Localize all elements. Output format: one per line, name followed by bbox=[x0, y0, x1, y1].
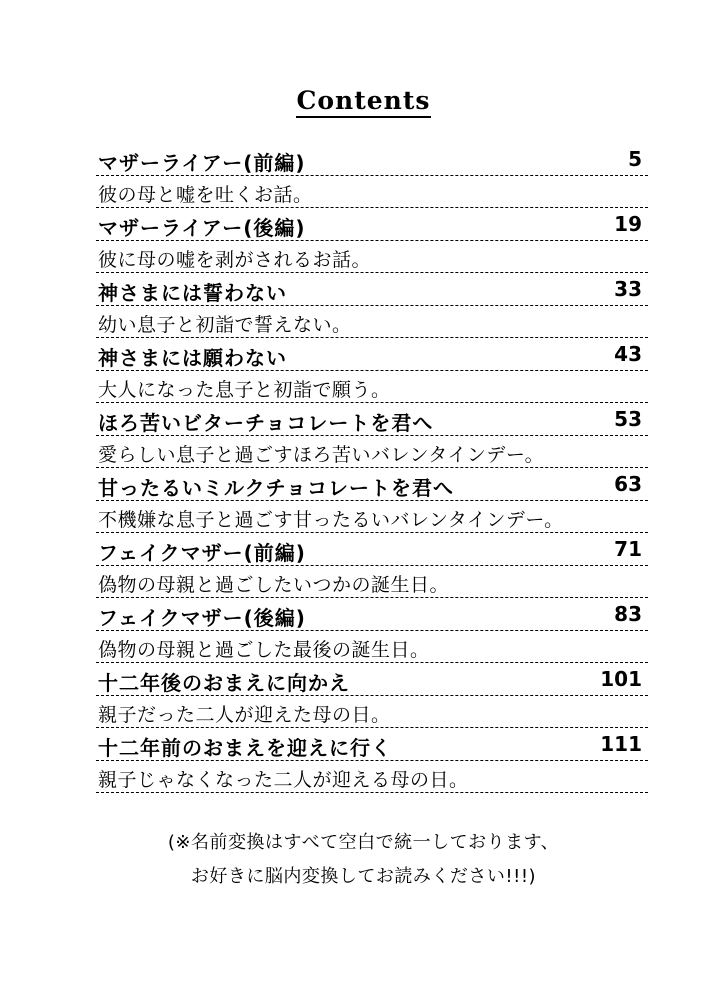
note-line-1: (※名前変換はすべて空白で統一しております、 bbox=[167, 832, 560, 853]
toc-page-number: 101 bbox=[600, 667, 642, 691]
toc-page-number: 71 bbox=[614, 537, 642, 561]
toc-entry[interactable] bbox=[96, 468, 648, 533]
name-conversion-note bbox=[0, 826, 727, 894]
contents-heading bbox=[0, 86, 727, 115]
toc-title: 神さまには誓わない bbox=[98, 281, 287, 305]
toc-subtitle: 親子じゃなくなった二人が迎える母の日。 bbox=[98, 769, 469, 791]
toc-entry[interactable] bbox=[96, 273, 648, 338]
toc-title-row bbox=[96, 598, 648, 631]
toc-entry[interactable] bbox=[96, 728, 648, 793]
toc-subtitle: 不機嫌な息子と過ごす甘ったるいバレンタインデー。 bbox=[98, 509, 564, 531]
toc-title-row bbox=[96, 533, 648, 566]
toc-title-row bbox=[96, 468, 648, 501]
toc-title: フェイクマザー(後編) bbox=[98, 606, 306, 630]
table-of-contents bbox=[96, 143, 648, 793]
toc-entry[interactable] bbox=[96, 403, 648, 468]
toc-page-number: 53 bbox=[614, 407, 642, 431]
toc-entry[interactable] bbox=[96, 338, 648, 403]
toc-page-number: 19 bbox=[614, 212, 642, 236]
toc-entry[interactable] bbox=[96, 663, 648, 728]
toc-title: 神さまには願わない bbox=[98, 346, 287, 370]
toc-subtitle-row bbox=[96, 761, 648, 793]
toc-subtitle-row bbox=[96, 696, 648, 728]
toc-subtitle-row bbox=[96, 436, 648, 468]
toc-subtitle-row bbox=[96, 176, 648, 208]
toc-page-number: 5 bbox=[628, 147, 642, 171]
toc-title-row bbox=[96, 273, 648, 306]
contents-heading-text: Contents bbox=[296, 86, 430, 118]
toc-title-row bbox=[96, 338, 648, 371]
toc-title: ほろ苦いビターチョコレートを君へ bbox=[98, 411, 434, 435]
toc-subtitle-row bbox=[96, 566, 648, 598]
toc-title: フェイクマザー(前編) bbox=[98, 541, 306, 565]
toc-page-number: 33 bbox=[614, 277, 642, 301]
toc-subtitle: 偽物の母親と過ごしたいつかの誕生日。 bbox=[98, 574, 450, 596]
toc-page-number: 63 bbox=[614, 472, 642, 496]
toc-subtitle: 彼に母の嘘を剥がされるお話。 bbox=[98, 249, 372, 271]
toc-title-row bbox=[96, 143, 648, 176]
toc-subtitle-row bbox=[96, 306, 648, 338]
toc-entry[interactable] bbox=[96, 598, 648, 663]
toc-page-number: 111 bbox=[600, 732, 642, 756]
toc-subtitle-row bbox=[96, 371, 648, 403]
toc-page-number: 83 bbox=[614, 602, 642, 626]
note-line-2: お好きに脳内変換してお読みください!!!) bbox=[190, 866, 537, 887]
toc-subtitle: 偽物の母親と過ごした最後の誕生日。 bbox=[98, 639, 430, 661]
toc-subtitle: 幼い息子と初詣で誓えない。 bbox=[98, 314, 352, 336]
toc-title-row bbox=[96, 208, 648, 241]
toc-title: 十二年後のおまえに向かえ bbox=[98, 671, 350, 695]
toc-subtitle: 親子だった二人が迎えた母の日。 bbox=[98, 704, 391, 726]
toc-subtitle-row bbox=[96, 501, 648, 533]
toc-subtitle: 大人になった息子と初詣で願う。 bbox=[98, 379, 391, 401]
toc-subtitle: 彼の母と嘘を吐くお話。 bbox=[98, 184, 313, 206]
toc-subtitle-row bbox=[96, 241, 648, 273]
toc-entry[interactable] bbox=[96, 533, 648, 598]
toc-title-row bbox=[96, 663, 648, 696]
toc-title: 甘ったるいミルクチョコレートを君へ bbox=[98, 476, 454, 500]
toc-subtitle-row bbox=[96, 631, 648, 663]
toc-subtitle: 愛らしい息子と過ごすほろ苦いバレンタインデー。 bbox=[98, 444, 545, 466]
toc-title: 十二年前のおまえを迎えに行く bbox=[98, 736, 392, 760]
toc-title: マザーライアー(前編) bbox=[98, 151, 306, 175]
toc-entry[interactable] bbox=[96, 208, 648, 273]
toc-title-row bbox=[96, 403, 648, 436]
toc-title: マザーライアー(後編) bbox=[98, 216, 306, 240]
toc-title-row bbox=[96, 728, 648, 761]
toc-page-number: 43 bbox=[614, 342, 642, 366]
toc-entry[interactable] bbox=[96, 143, 648, 208]
